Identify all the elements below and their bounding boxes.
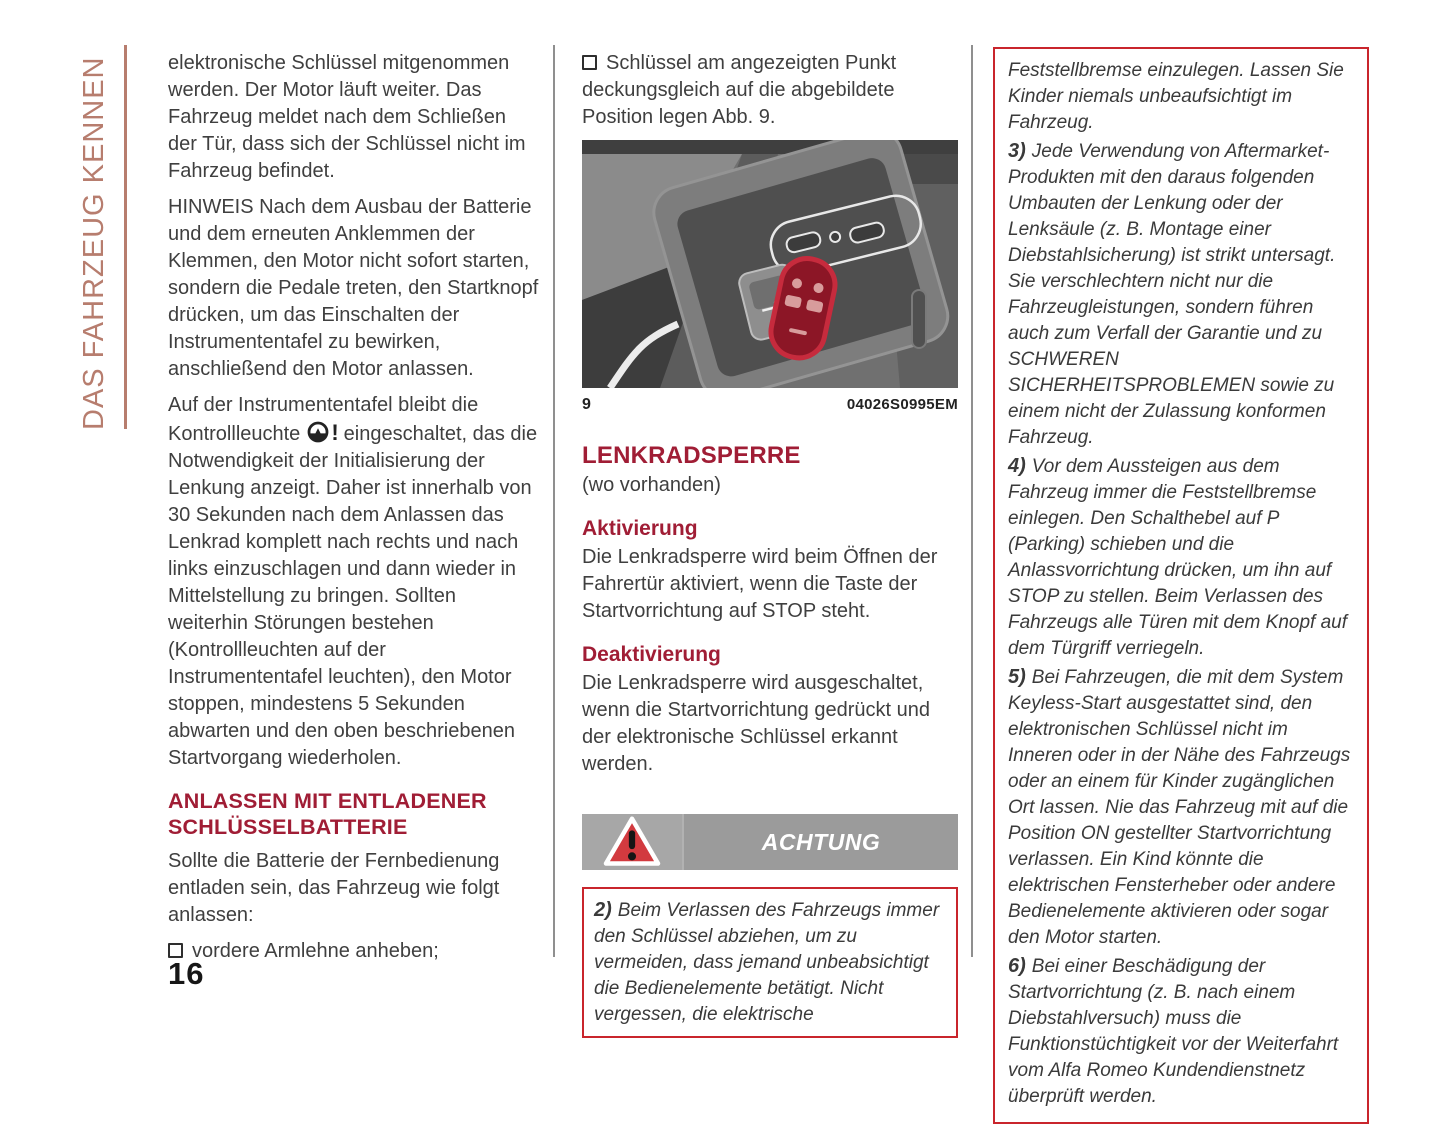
warning-item-number: 6) — [1008, 955, 1026, 977]
warning-item-text: Jede Verwendung von Aftermarket-Produkten mit den daraus folgenden Umbauten der Lenkung oder der Lenksäule (z. B. Montage einer Diebstahlsicherung) ist strikt untersagt. Sie verschlechtern nicht nur die Fahrzeugleistungen, sondern führen auch zum Verfall der Garantie und zu SCHWEREN SICHERHEITSPROBLEMEN sowie zu einem nicht der Zulassung konformen Fahrzeug. — [1008, 141, 1336, 448]
warning-item — [1008, 453, 1354, 662]
warning-item-number: 5) — [1008, 666, 1026, 688]
warning-item — [1008, 953, 1354, 1110]
body-text: Auf der Instrumententafel bleibt die Kontrollleuchte — [168, 394, 479, 445]
body-paragraph: Die Lenkradsperre wird beim Öffnen der Fahrertür aktiviert, wenn die Taste der Startvorrichtung auf STOP steht. — [582, 546, 938, 622]
warning-item-number: 4) — [1008, 455, 1026, 477]
subheading-aktivierung: Aktivierung — [582, 517, 698, 540]
warning-item-text: Vor dem Aussteigen aus dem Fahrzeug immer die Feststellbremse einlegen. Den Schalthebel auf P (Parking) schieben und die Anlassvorrichtung drücken, um ihn auf STOP zu stellen. Beim Verlassen des Fahrzeugs alle Türen mit dem Knopf auf dem Türgriff verriegeln. — [1008, 456, 1348, 659]
warning-item-text: Feststellbremse einzulegen. Lassen Sie Kinder niemals unbeaufsichtigt im Fahrzeug. — [1008, 60, 1344, 133]
warning-note-box-2 — [582, 887, 958, 1038]
warning-banner-title: ACHTUNG — [761, 828, 881, 855]
column-2 — [582, 50, 958, 1038]
body-paragraph: Sollte die Batterie der Fernbedienung entladen sein, das Fahrzeug wie folgt anlassen: — [168, 850, 500, 926]
section-heading-lenkradsperre: LENKRADSPERRE — [582, 442, 801, 469]
sidebar-rule — [124, 45, 127, 429]
column-1 — [168, 50, 540, 974]
body-paragraph: Die Lenkradsperre wird ausgeschaltet, wenn die Startvorrichtung gedrückt und der elektronische Schlüssel erkannt werden. — [582, 672, 930, 775]
steering-wheel-warning-icon — [306, 420, 339, 445]
bullet-item — [582, 50, 958, 131]
column-divider — [553, 45, 555, 957]
figure-9 — [582, 140, 958, 418]
page-number: 16 — [168, 956, 205, 991]
warning-item-number: 2) — [594, 899, 612, 921]
console-photo-illustration — [582, 140, 958, 388]
warning-banner — [582, 814, 958, 870]
telltale-exclamation: ! — [331, 420, 339, 445]
warning-item-text: Bei einer Beschädigung der Startvorrichtung (z. B. nach einem Diebstahlversuch) muss die Funktionstüchtigkeit vor der Weiterfahrt vom Alfa Romeo Kundendienstnetz überprüft werden. — [1008, 956, 1339, 1107]
bullet-text: vordere Armlehne anheben; — [192, 940, 439, 962]
warning-triangle-icon — [582, 814, 684, 870]
bullet-item — [168, 938, 540, 965]
subheading-deaktivierung: Deaktivierung — [582, 643, 721, 666]
warning-item — [1008, 664, 1354, 951]
column-divider — [971, 45, 973, 957]
figure-caption — [582, 391, 958, 418]
square-bullet-icon — [582, 55, 597, 70]
warning-item-number: 3) — [1008, 140, 1026, 162]
chapter-sidebar-label: DAS FAHRZEUG KENNEN — [78, 56, 110, 430]
body-text: eingeschaltet, das die Notwendigkeit der Initialisierung der Lenkung anzeigt. Daher ist innerhalb von 30 Sekunden nach dem Anlassen das Lenkrad komplett nach rechts und nach links einzuschlagen und dann wieder in Mittelstellung zu bringen. Sollten weiterhin Störungen bestehen (Kontrollleuchten auf der Instrumententafel leuchten), den Motor stoppen, mindestens 5 Sekunden abwarten und den oben beschriebenen Startvorgang wiederholen. — [168, 423, 538, 769]
figure-code: 04026S0995EM — [846, 396, 958, 413]
warning-item-text: Bei Fahrzeugen, die mit dem System Keyless-Start ausgestattet sind, den elektronischen Schlüssel nicht im Inneren oder in der Nähe des Fahrzeugs oder an einem für Kinder zugänglichen Ort lassen. Nie das Fahrzeug mit auf die Position ON gestellter Startvorrichtung verlassen. Ein Kind könnte die elektrischen Fensterheber oder andere Bedienelemente aktivieren oder sogar den Motor starten. — [1008, 667, 1351, 948]
bullet-text: Schlüssel am angezeigten Punkt deckungsgleich auf die abgebildete Position legen Abb. 9. — [582, 52, 897, 128]
body-paragraph: elektronische Schlüssel mitgenommen werden. Der Motor läuft weiter. Das Fahrzeug meldet nach dem Schließen der Tür, dass sich der Schlüssel nicht im Fahrzeug befindet. — [168, 52, 526, 182]
warning-note-box-continued — [993, 47, 1369, 1124]
warning-item-text: Beim Verlassen des Fahrzeugs immer den Schlüssel abziehen, um zu vermeiden, dass jemand unbeabsichtigt die Bedienelemente betätigt. Nicht vergessen, die elektrische — [594, 900, 940, 1025]
warning-item — [1008, 58, 1354, 136]
body-paragraph-with-telltale — [168, 392, 540, 772]
availability-note: (wo vorhanden) — [582, 474, 721, 496]
body-paragraph: HINWEIS Nach dem Ausbau der Batterie und dem erneuten Anklemmen der Klemmen, den Motor nicht sofort starten, sondern die Pedale treten, den Startknopf drücken, um das Einschalten der Instrumententafel zu bewirken, anschließend den Motor anlassen. — [168, 196, 539, 380]
section-heading-anlassen-mit-entladener-schluesselbatterie: ANLASSEN MIT ENTLADENER SCHLÜSSELBATTERIE — [168, 789, 487, 839]
warning-item — [1008, 138, 1354, 451]
figure-number: 9 — [582, 396, 591, 413]
